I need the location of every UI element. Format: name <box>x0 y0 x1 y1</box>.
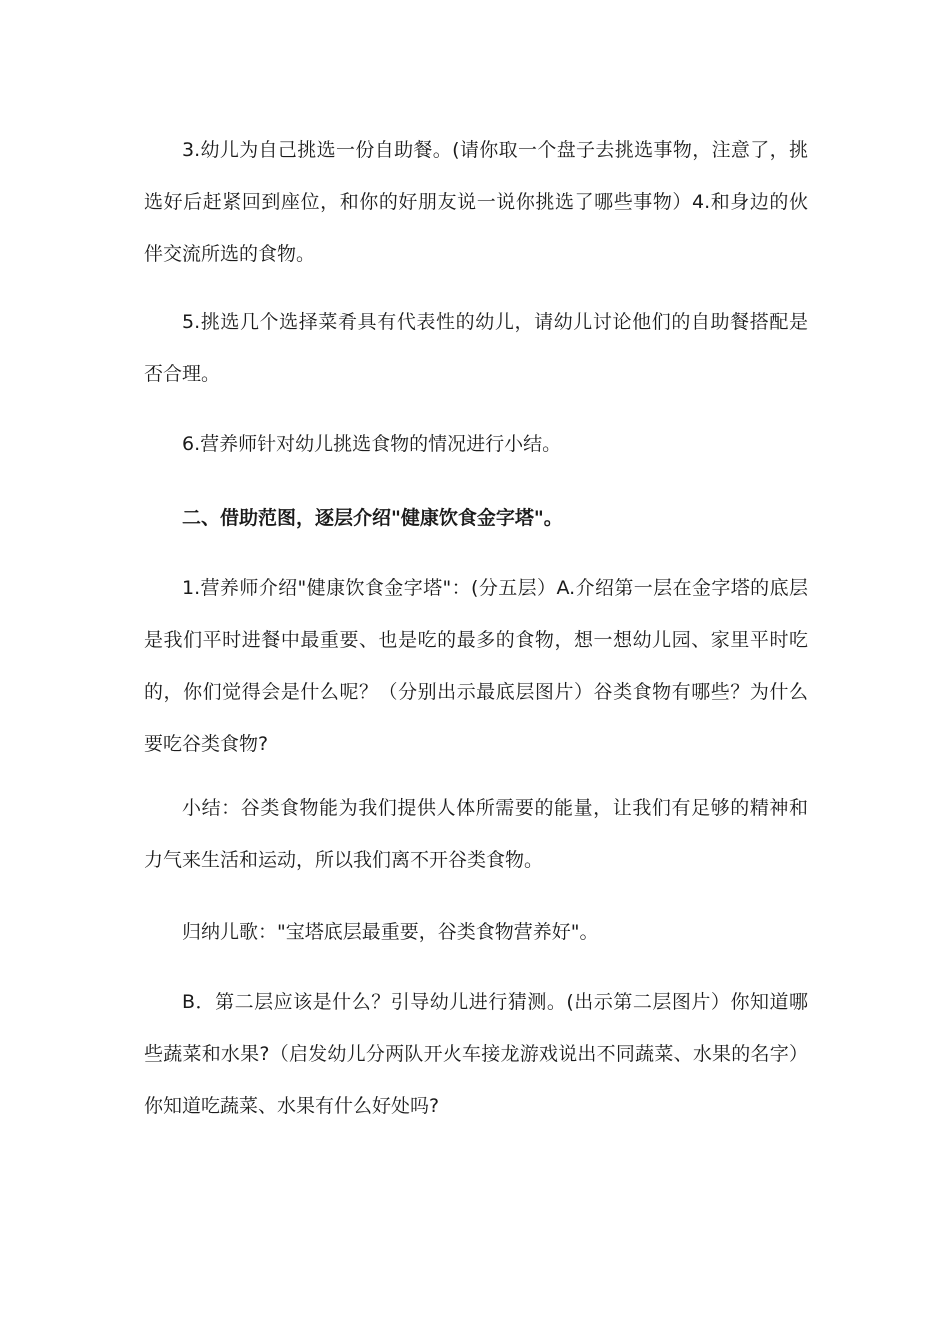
paragraph-pyramid-intro: 1.营养师介绍"健康饮食金字塔"：(分五层）A.介绍第一层在金字塔的底层是我们平时进餐中最重要、也是吃的最多的食物，想一想幼儿园、家里平时吃的，你们觉得会是什么呢？（分别出示最底层图片）谷类食物有哪些？为什么要吃谷类食物? <box>144 577 808 755</box>
section-heading: 二、借助范图，逐层介绍"健康饮食金字塔"。 <box>182 507 563 529</box>
paragraph-step-5: 5.挑选几个选择菜肴具有代表性的幼儿，请幼儿讨论他们的自助餐搭配是否合理。 <box>144 311 808 385</box>
paragraph-step-3: 3.幼儿为自己挑选一份自助餐。(请你取一个盘子去挑选事物，注意了，挑选好后赶紧回到座位，和你的好朋友说一说你挑选了哪些事物）4.和身边的伙伴交流所选的食物。 <box>144 139 808 265</box>
paragraph-step-6: 6.营养师针对幼儿挑选食物的情况进行小结。 <box>182 433 562 455</box>
paragraph-summary: 小结：谷类食物能为我们提供人体所需要的能量，让我们有足够的精神和力气来生活和运动，所以我们离不开谷类食物。 <box>144 797 808 871</box>
paragraph-second-layer: B．第二层应该是什么？引导幼儿进行猜测。(出示第二层图片）你知道哪些蔬菜和水果?（启发幼儿分两队开火车接龙游戏说出不同蔬菜、水果的名字）你知道吃蔬菜、水果有什么好处吗? <box>144 991 808 1117</box>
paragraph-rhyme: 归纳儿歌："宝塔底层最重要，谷类食物营养好"。 <box>182 921 599 943</box>
